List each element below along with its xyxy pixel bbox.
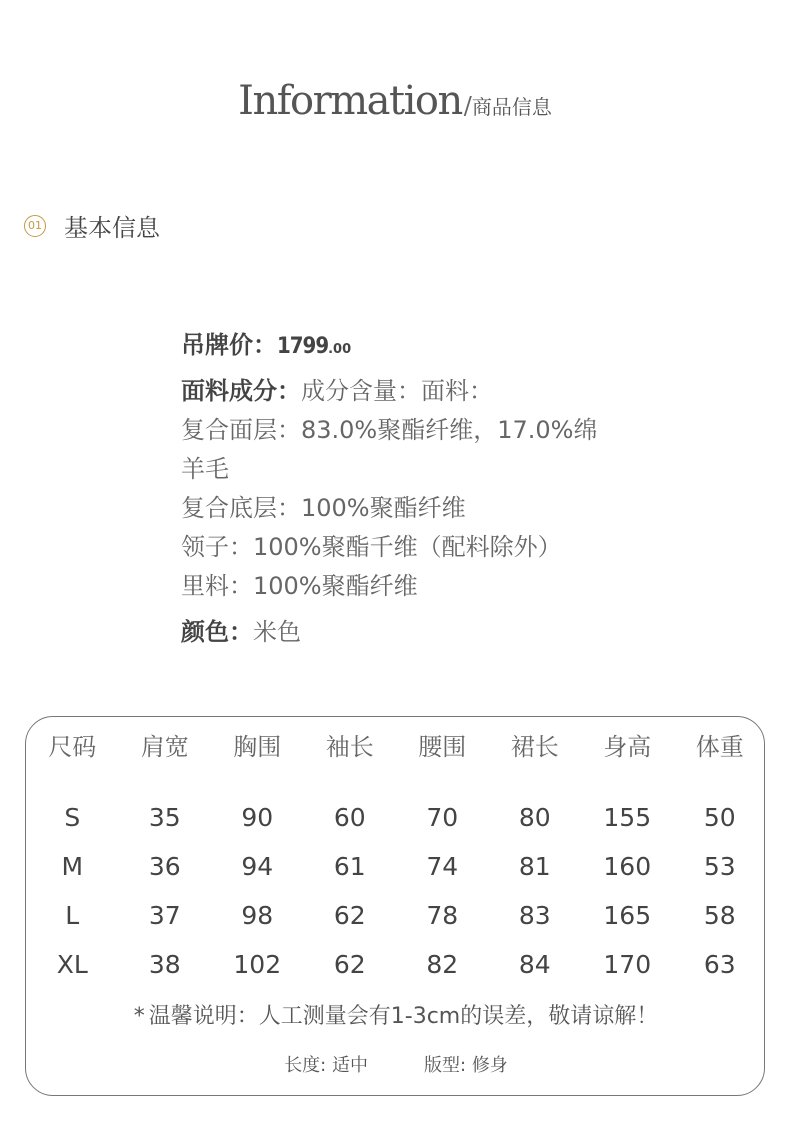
note-star: *: [133, 1004, 145, 1029]
size-header-cell: 身高: [603, 733, 652, 761]
size-table-body: [26, 793, 766, 989]
fabric-line: 复合底层：100%聚酯纤维: [181, 494, 466, 522]
color-label: 颜色：: [181, 618, 253, 646]
size-chart: [25, 716, 765, 1096]
color-value: 米色: [253, 618, 301, 646]
size-cell: 62: [333, 950, 366, 979]
size-cell: 155: [603, 803, 652, 832]
header-title-en: Information: [238, 78, 462, 124]
size-cell: 98: [241, 901, 274, 930]
header-separator: /: [463, 92, 472, 120]
size-cell: 62: [333, 901, 366, 930]
table-row: [26, 940, 766, 989]
size-header-cell: 腰围: [418, 733, 467, 761]
fit-length: [284, 1051, 368, 1077]
size-header-cell: 胸围: [233, 733, 282, 761]
size-cell: 102: [233, 950, 282, 979]
size-header-cell: 袖长: [325, 733, 374, 761]
section-title: 基本信息: [64, 214, 160, 242]
size-header-cell: 肩宽: [140, 733, 189, 761]
size-cell: 38: [148, 950, 181, 979]
color-row: [181, 613, 641, 652]
fit-cut-value: 修身: [471, 1055, 508, 1076]
note-text: 温馨说明：人工测量会有1-3cm的误差，敬请谅解！: [148, 1004, 659, 1029]
size-header-cell: 裙长: [510, 733, 559, 761]
fit-length-value: 适中: [332, 1055, 368, 1076]
size-cell: 94: [241, 852, 274, 881]
fabric-line: 羊毛: [181, 455, 229, 483]
fit-cut-label: 版型:: [424, 1055, 467, 1076]
size-cell: M: [61, 852, 84, 881]
size-cell: 53: [703, 852, 736, 881]
fabric-block: [181, 372, 641, 606]
table-row: [26, 793, 766, 842]
table-row: [26, 842, 766, 891]
product-info: [181, 326, 641, 652]
fabric-label: 面料成分：: [181, 377, 301, 405]
size-cell: 63: [703, 950, 736, 979]
size-cell: L: [65, 901, 80, 930]
fabric-intro: 成分含量：面料：: [301, 377, 493, 405]
size-cell: 70: [426, 803, 459, 832]
fit-length-label: 长度:: [284, 1055, 327, 1076]
fabric-intro-row: [181, 372, 641, 411]
measurement-note: [26, 999, 766, 1030]
size-cell: 37: [148, 901, 181, 930]
size-cell: 82: [426, 950, 459, 979]
size-header-cell: 体重: [695, 733, 744, 761]
fabric-line: 复合面层：83.0%聚酯纤维，17.0%绵: [181, 416, 598, 444]
price-decimal: .00: [328, 342, 352, 357]
price-row: [181, 326, 641, 364]
size-cell: 165: [603, 901, 652, 930]
fabric-line: 领子：100%聚酯千维（配料除外）: [181, 533, 562, 561]
size-cell: XL: [56, 950, 88, 979]
size-cell: 90: [241, 803, 274, 832]
size-cell: 170: [603, 950, 652, 979]
header-title-cn: 商品信息: [471, 95, 552, 119]
price-integer: 1799: [277, 334, 329, 359]
size-cell: S: [64, 803, 81, 832]
price-label: 吊牌价：: [181, 331, 277, 359]
size-cell: 81: [518, 852, 551, 881]
size-cell: 50: [703, 803, 736, 832]
fabric-line: 里料：100%聚酯纤维: [181, 572, 418, 600]
page-header: [0, 78, 790, 124]
size-cell: 80: [518, 803, 551, 832]
size-cell: 61: [333, 852, 366, 881]
size-table: [26, 727, 766, 989]
section-number-badge: 01: [24, 215, 46, 237]
size-cell: 36: [148, 852, 181, 881]
size-cell: 58: [703, 901, 736, 930]
table-row: [26, 891, 766, 940]
size-cell: 74: [426, 852, 459, 881]
size-cell: 83: [518, 901, 551, 930]
size-cell: 84: [518, 950, 551, 979]
size-cell: 35: [148, 803, 181, 832]
fit-cut: [424, 1051, 508, 1077]
size-table-header: [26, 727, 766, 767]
fit-info: [26, 1051, 766, 1077]
section-heading: [24, 208, 160, 243]
size-cell: 78: [426, 901, 459, 930]
size-cell: 160: [603, 852, 652, 881]
size-cell: 60: [333, 803, 366, 832]
size-header-cell: 尺码: [48, 733, 97, 761]
